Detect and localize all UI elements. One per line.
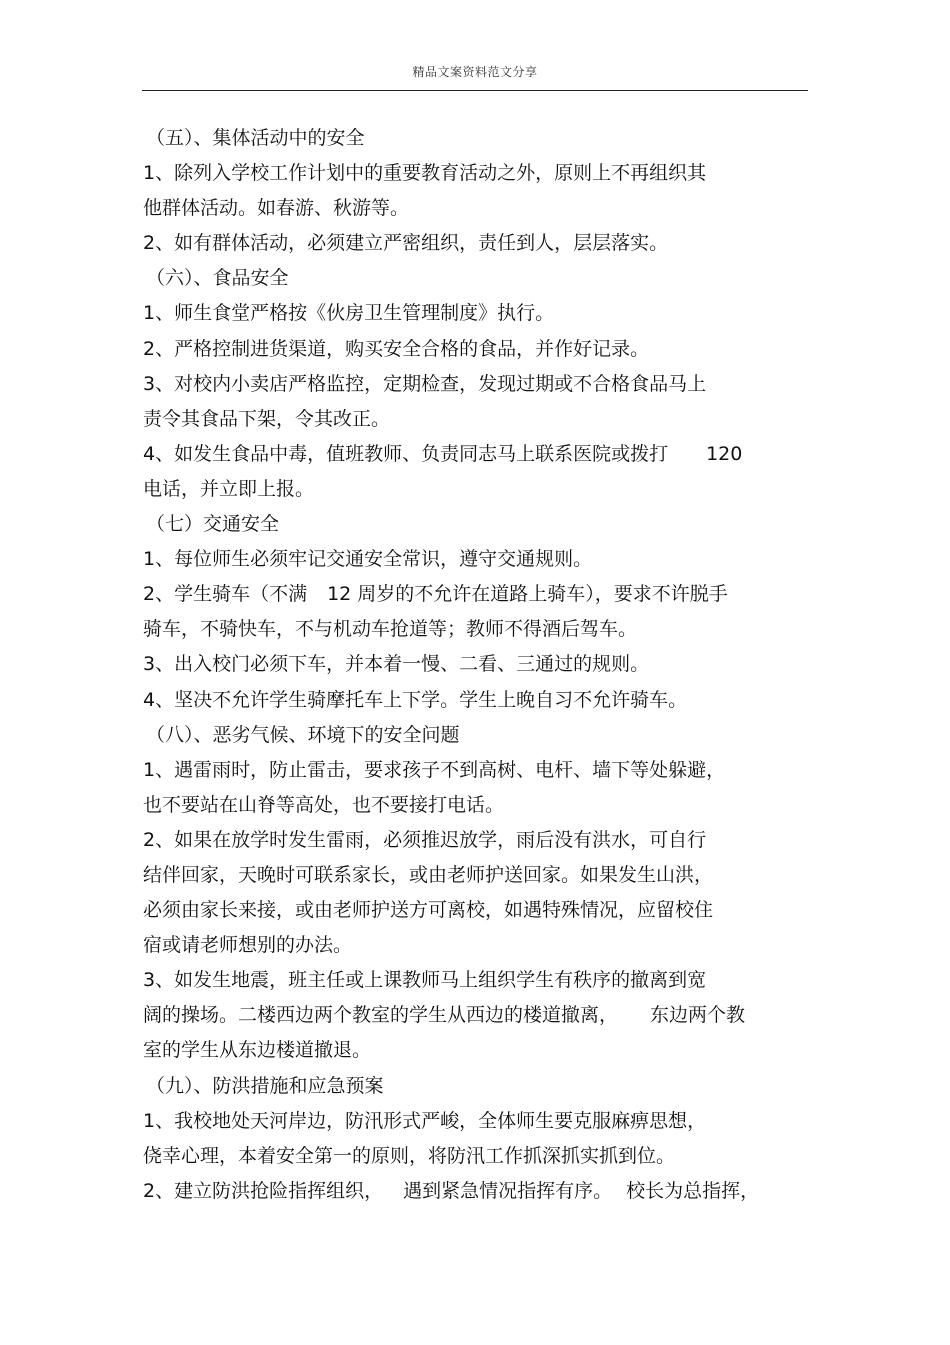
paragraph-line: 3、如发生地震，班主任或上课教师马上组织学生有秩序的撤离到宽 bbox=[143, 969, 707, 992]
line-text: 东边两个教 bbox=[650, 1004, 746, 1027]
paragraph-line bbox=[143, 437, 803, 472]
paragraph-line: 责令其食品下架，令其改正。 bbox=[143, 407, 391, 430]
paragraph-line: 3、出入校门必须下车，并本着一慢、二看、三通过的规则。 bbox=[143, 653, 650, 676]
paragraph-line: 也不要站在山脊等高处，也不要接打电话。 bbox=[143, 793, 505, 816]
line-text: 120 bbox=[706, 442, 743, 465]
section-heading-9: （九）、防洪措施和应急预案 bbox=[146, 1074, 384, 1097]
line-text: 4、如发生食品中毒，值班教师、负责同志马上联系医院或拨打 bbox=[143, 442, 669, 465]
paragraph-line bbox=[143, 998, 803, 1033]
line-text: 12 周岁的不允许在道路上骑车），要求不许脱手 bbox=[327, 583, 728, 606]
paragraph-line: 3、对校内小卖店严格监控，定期检查，发现过期或不合格食品马上 bbox=[143, 372, 707, 395]
paragraph-line bbox=[143, 577, 803, 612]
paragraph-line: 室的学生从东边楼道撤退。 bbox=[143, 1039, 372, 1062]
paragraph-line: 宿或请老师想别的办法。 bbox=[143, 934, 353, 957]
paragraph-line: 他群体活动。如春游、秋游等。 bbox=[143, 197, 410, 220]
line-text: 阔的操场。二楼西边两个教室的学生从西边的楼道撤离， bbox=[143, 1004, 619, 1027]
line-text: 2、建立防洪抢险指挥组织， bbox=[143, 1179, 384, 1202]
paragraph-line: 1、遇雷雨时，防止雷击，要求孩子不到高树、电杆、墙下等处躲避， bbox=[143, 758, 726, 781]
paragraph-line: 必须由家长来接，或由老师护送方可离校，如遇特殊情况，应留校住 bbox=[143, 899, 714, 922]
paragraph-line: 结伴回家，天晚时可联系家长，或由老师护送回家。如果发生山洪， bbox=[143, 863, 714, 886]
section-heading-7: （七）交通安全 bbox=[146, 513, 280, 536]
paragraph-line: 骑车，不骑快车，不与机动车抢道等；教师不得酒后驾车。 bbox=[143, 618, 638, 641]
line-text: 遇到紧急情况指挥有序。 bbox=[403, 1179, 613, 1202]
paragraph-line bbox=[143, 1174, 803, 1209]
paragraph-line: 1、我校地处天河岸边，防汛形式严峻，全体师生要克服麻痹思想， bbox=[143, 1109, 707, 1132]
document-body bbox=[143, 121, 803, 1209]
page-header: 精品文案资料范文分享 bbox=[412, 65, 538, 79]
paragraph-line: 侥幸心理，本着安全第一的原则，将防汛工作抓深抓实抓到位。 bbox=[143, 1144, 676, 1167]
paragraph-line: 2、如有群体活动，必须建立严密组织，责任到人，层层落实。 bbox=[143, 232, 669, 255]
section-heading-8: （八）、恶劣气候、环境下的安全问题 bbox=[146, 723, 460, 746]
paragraph-line: 1、每位师生必须牢记交通安全常识，遵守交通规则。 bbox=[143, 548, 593, 571]
paragraph-line: 电话，并立即上报。 bbox=[143, 477, 315, 500]
paragraph-line: 1、除列入学校工作计划中的重要教育活动之外，原则上不再组织其 bbox=[143, 162, 707, 185]
paragraph-line: 4、坚决不允许学生骑摩托车上下学。学生上晚自习不允许骑车。 bbox=[143, 688, 688, 711]
section-heading-5: （五）、集体活动中的安全 bbox=[146, 127, 365, 149]
paragraph-line: 2、严格控制进货渠道，购买安全合格的食品，并作好记录。 bbox=[143, 337, 650, 360]
paragraph-line: 1、师生食堂严格按《伙房卫生管理制度》执行。 bbox=[143, 302, 555, 325]
line-text: 2、学生骑车（不满 bbox=[143, 583, 308, 606]
line-text: 校长为总指挥， bbox=[626, 1179, 760, 1202]
paragraph-line: 2、如果在放学时发生雷雨，必须推迟放学，雨后没有洪水，可自行 bbox=[143, 828, 707, 851]
header-divider bbox=[142, 90, 808, 91]
section-heading-6: （六）、食品安全 bbox=[146, 267, 289, 290]
